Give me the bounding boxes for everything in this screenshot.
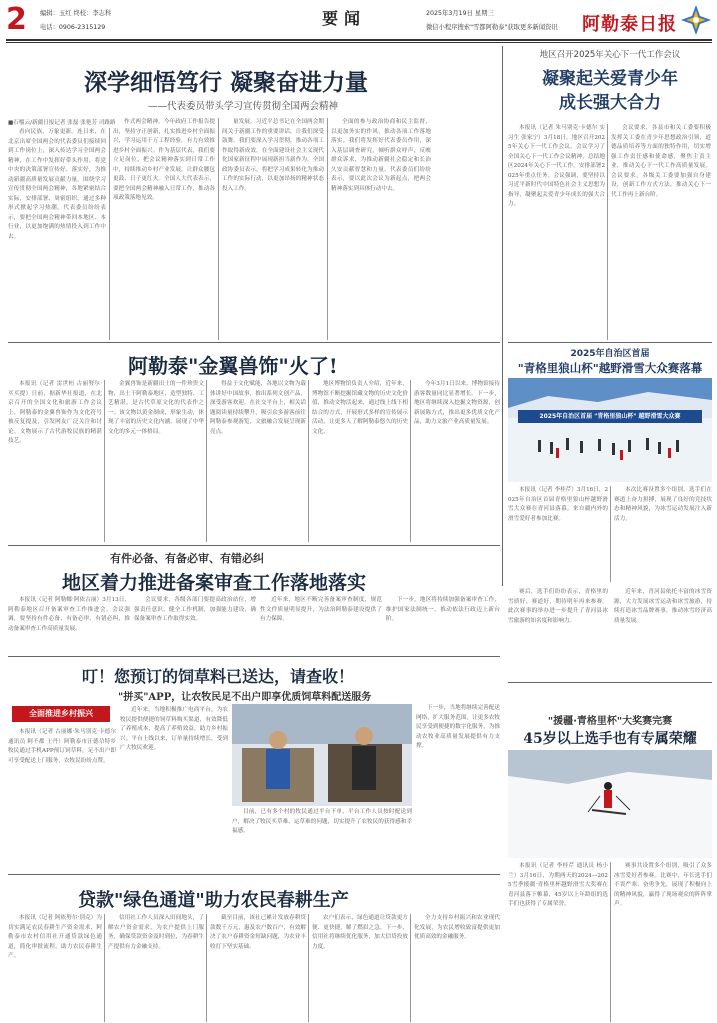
story-divider bbox=[508, 682, 712, 683]
story-divider bbox=[8, 342, 500, 343]
story3-column-4: 地区博物馆负责人介绍，近年来，博物馆不断挖掘馆藏文物的历史文化价值，推动文物活起来，通过线上线下相结合的方式，开展形式多样的宣传展示活动，让更多人了解阿勒泰悠久的历史文化。 bbox=[312, 381, 408, 435]
column-divider bbox=[610, 486, 611, 582]
story8-column-1: 本报讯（记者 阿依努尔·别克）为切实满足农民春耕生产资金需求，阿勒泰市农村信用社开通贷款绿色通道，简化审批流程，助力农民春耕生产。 bbox=[8, 915, 102, 959]
wechat-line: 微信小程序搜索"雪都阿勒泰"获取更多新闻资讯 bbox=[426, 24, 558, 31]
story1-column-4: 全面的参与政治协商和民主监督，以更加务实的作风，推动各项工作落地落实。我们将发挥好代表委员作用，深入基层调查研究，倾听群众呼声，反映群众诉求，为推动新疆社会稳定和长治久安贡献智慧和力量。代表委员们纷纷表示，要以此次会议为新起点，把两会精神落实到具体行动中去。 bbox=[331, 119, 431, 192]
story1-column-1: 看向民族，万象更新。连日来，在北京出席全国两会的代表委员们接续回到工作岗位上，深入传达学习全国两会精神，在工作中发挥好带头作用，将党中央的决策部署宣传好、落实好，为推动新疆高质量发展贡献力量。围绕学习宣传贯彻全国两会精神，各地紧密结合实际，安排部署、周密组织，通过多种形式掀起学习热潮。代表委员纷纷表示，要把全国两会精神带回本地区、本行业，以更加饱满的热情投入到工作中去。 bbox=[8, 129, 106, 240]
story3-column-2: 金翼兽饰是新疆出土的一件珍贵文物，出土于阿勒泰地区，造型独特、工艺精湛，是古代草原文化的代表作之一。该文物以黄金制成，形象生动，体现了丰富的历史文化内涵，展现了中华文化的多元一体格局。 bbox=[108, 381, 204, 435]
column-divider bbox=[327, 118, 328, 340]
story-divider bbox=[8, 874, 500, 875]
story3-column-3: 得益于文化赋能，各地以文物为载体讲好中国故事，推出系列文创产品，深受游客欢迎。在社交平台上，相关话题阅读量持续攀升，吸引众多游客前往阿勒泰参观游览，文旅融合发展呈现新亮点。 bbox=[210, 381, 306, 435]
story2-column-2: 会议要求，各县市和关工委要积极发挥关工委在青少年思想政治引领、道德品质培养等方面的独特作用，切实增强工作责任感和使命感，聚焦主责主业，推动关心下一代工作高质量发展。会议要求，各级关工委要加强自身建设，创新工作方式方法，推动关心下一代工作再上新台阶。 bbox=[611, 125, 711, 198]
story4-kicker: 2025年自治区首届 bbox=[570, 349, 650, 359]
story5-title: 地区着力推进备案审查工作落地落实 bbox=[62, 572, 367, 594]
story6-column-2: 近年来，当地积极推广电商平台，为农牧民提供便捷的饲草料购买渠道，有效降低了养殖成本，提高了养殖效益，助力乡村振兴。平台上线以来，订单量持续增长，受到广大牧民欢迎。 bbox=[120, 707, 228, 751]
column-divider bbox=[308, 914, 309, 1022]
rural-revival-tag: 全面推进乡村振兴 bbox=[12, 706, 110, 722]
story5-column-4: 下一步，地区将持续加强备案审查工作，维护国家法制统一，推动依法行政迈上新台阶。 bbox=[386, 597, 500, 622]
story2-title-line2: 成长强大合力 bbox=[559, 93, 661, 113]
story5-column-2: 会议要求，各级各部门要提高政治站位，增强责任意识，健全工作机制，加强能力建设，确保备案审查工作取得实效。 bbox=[134, 597, 256, 622]
story5-column-3: 近年来，地区不断完善备案审查制度，规范性文件质量明显提升，为法治阿勒泰建设提供了有力保障。 bbox=[260, 597, 382, 622]
skier-photo bbox=[508, 750, 712, 858]
column-divider bbox=[410, 914, 411, 1022]
column-divider bbox=[206, 380, 207, 542]
delivery-photo bbox=[232, 704, 412, 806]
story-divider bbox=[8, 656, 500, 657]
header-rule-thin bbox=[6, 42, 712, 43]
column-divider bbox=[109, 128, 110, 340]
story-divider bbox=[508, 342, 712, 343]
date-line: 2025年3月19日 星期三 bbox=[426, 10, 494, 17]
story1-column-3: 量发展。习近平总书记在全国两会期间关于新疆工作的重要讲话，让我们深受鼓舞。我们要深入学习贯彻，推动各项工作取得新成效，在全面建设社会主义现代化国家新征程中展现新担当新作为。全国政协委员表示，将把学习成果转化为推动工作的实际行动，以更加昂扬的精神状态投入工作。 bbox=[222, 119, 324, 192]
column-divider bbox=[410, 380, 411, 542]
story3-column-5: 今年3月1日以来，博物馆接待游客数量同比显著增长。下一步，地区将继续深入挖掘文物资源，创新展陈方式，推出更多优质文化产品，助力文旅产业高质量发展。 bbox=[414, 381, 500, 425]
story6-column-1: 本报讯（记者 古丽娜·朱马别克·卡德尔 通讯员 阿不都 王丹）阿勒泰市汗德尕特乡牧民通过手机APP预订饲草料，足不出户即可享受配送上门服务，农牧民纷纷点赞。 bbox=[8, 729, 116, 764]
story5-kicker: 有件必备、有备必审、有错必纠 bbox=[110, 552, 264, 565]
phone-line: 电话：0906-2315129 bbox=[40, 24, 106, 31]
ski-banner-text: 2025年自治区首届 "青格里狼山杯" 越野滑雪大众赛 bbox=[539, 413, 681, 420]
story6-title: 叮！您预订的饲草料已送达，请查收！ bbox=[82, 667, 355, 686]
story2-kicker: 地区召开2025年关心下一代工作会议 bbox=[539, 50, 681, 60]
story7-kicker: "援疆·青格里杯"大奖赛完赛 bbox=[547, 716, 673, 727]
story3-title: 阿勒泰"金翼兽饰"火了! bbox=[128, 354, 338, 378]
story4-column-4: 近年来，青河县依托丰富的冰雪资源，大力发展冰雪运动和冰雪旅游，持续打造冰雪品牌赛事，推动冰雪经济高质量发展。 bbox=[614, 589, 712, 624]
column-divider bbox=[218, 118, 219, 340]
story8-column-5: 全力支持乡村振兴和农业现代化发展，为农民增收致富提供更加优质高效的金融服务。 bbox=[414, 915, 500, 940]
story7-column-2: 赛事共设置多个组别，吸引了众多冰雪爱好者参赛。比赛中，年长选手们不畏严寒、奋勇争先，展现了积极向上的精神风貌，赢得了现场观众的阵阵掌声。 bbox=[614, 863, 712, 907]
masthead: 阿勒泰日报 bbox=[582, 14, 677, 35]
ski-race-photo bbox=[508, 378, 712, 482]
column-divider bbox=[104, 380, 105, 542]
story6-subtitle: "拼买"APP，让农牧民足不出户即享优质饲草料配送服务 bbox=[118, 692, 372, 703]
column-divider bbox=[206, 914, 207, 1022]
story4-column-3: 赛后，选手们纷纷表示，青格里的雪质好、赛道好，期待明年再来参赛。此次赛事的举办进一步提升了青河县冰雪旅游的知名度和影响力。 bbox=[508, 589, 608, 624]
story4-column-2: 本次比赛设置多个组别，选手们在赛道上奋力拼搏，展现了良好的竞技状态和精神风貌，为冰雪运动发展注入新活力。 bbox=[614, 487, 712, 522]
story7-column-1: 本报讯（记者 李桂芹 通讯员 杨小兰）3月16日，为期两天的2024—2025雪季援疆·青格里杯越野滑雪大奖赛在青河县落下帷幕，45岁以上年龄组的选手们也获得了专属荣誉。 bbox=[508, 863, 608, 907]
story2-title-line1: 凝聚起关爱青少年 bbox=[542, 69, 678, 89]
story8-column-2: 信用社工作人员深入田间地头，了解农户资金需求，为农户提供上门服务，确保贷款资金及时到位，为春耕生产提供有力金融支持。 bbox=[108, 915, 204, 950]
story8-column-4: 农户们表示，绿色通道让贷款更方便、更快捷，解了燃眉之急。下一步，信用社将继续优化服务，加大信贷投放力度。 bbox=[312, 915, 408, 950]
story6-column-4: 下一步，当地将继续完善配送网络，扩大服务范围，让更多农牧民享受到便捷的数字化服务，为推动农牧业高质量发展提供有力支撑。 bbox=[416, 705, 500, 749]
newspaper-logo-icon bbox=[680, 4, 712, 36]
story1-title: 深学细悟笃行 凝聚奋进力量 bbox=[84, 69, 369, 96]
story1-byline: ■石榴云/新疆日报记者 张磊 张艳芳 司路路 bbox=[8, 120, 116, 126]
editor-line: 编辑：玉红 终校：李志科 bbox=[40, 10, 112, 17]
story8-title: 贷款"绿色通道"助力农民春耕生产 bbox=[78, 890, 349, 911]
region-divider bbox=[502, 46, 503, 586]
column-divider bbox=[610, 862, 611, 1022]
story2-column-1: 本报讯（记者 朱马别克·卡德尔 实习生 张家宁）3月18日，地区召开2025年关心下一代工作会议。会议学习了全国关心下一代工作会议精神，总结地区2024年关心下一代工作，安排部署2025年重点任务。会议强调，要坚持以习近平新时代中国特色社会主义思想为指导，凝聚起关爱青少年成长的强大合力。 bbox=[508, 125, 605, 207]
column-divider bbox=[607, 124, 608, 340]
story-divider bbox=[8, 545, 500, 546]
page-number: 2 bbox=[6, 2, 27, 37]
story5-column-1: 本报讯（记者 阿勒娜·阿依古丽）3月13日，阿勒泰地区召开备案审查工作推进会。会议强调，要坚持有件必备、有备必审、有错必纠，推动备案审查工作高质量发展。 bbox=[8, 597, 130, 632]
story8-column-3: 截至目前，该社已累计发放春耕贷款数千万元，惠及农户数百户，有效解决了农户春耕资金短缺问题，为农业丰收打下坚实基础。 bbox=[210, 915, 306, 950]
story1-column-2: 作式两会精神。今年政府工作报告提出，坚持守正创新，扎实推进乡村全面振兴，学习运用千万工程经验，有力有效推进乡村全面振兴。作为基层代表，我们要立足岗位，把会议精神落实到日常工作中，持续推动乡村产业发展，让群众腰包更鼓、日子更红火。全国人大代表表示，要把全国两会精神融入日常工作，推动各项政策落地见效。 bbox=[113, 119, 215, 201]
column-divider bbox=[104, 914, 105, 1022]
story3-column-1: 本报讯（记者 雷世桓 古丽努尔·买买提）日前，据新华社报道，在北京召开的全国文化和旅游工作会议上，阿勒泰的金翼兽饰作为文化符号被反复提及，引发网友广泛关注和讨论。文物展示了古代游牧民族的精湛技艺。 bbox=[8, 381, 102, 444]
section-title: 要闻 bbox=[322, 9, 367, 28]
story6-column-3: 目前，已有多个村的牧民通过平台下单，平台工作人员按时配送到户，解决了牧民买草难、运草难的问题，切实提升了农牧民的获得感和幸福感。 bbox=[232, 809, 412, 834]
header-rule bbox=[6, 39, 712, 41]
column-divider bbox=[308, 380, 309, 542]
story4-title: "青格里狼山杯"越野滑雪大众赛落幕 bbox=[517, 361, 703, 375]
story4-column-1: 本报讯（记者 李桂芹）3月16日，2025年自治区首届青格里狼山杯越野滑雪大众赛在青河县落幕。来自疆内外的滑雪爱好者参加比赛。 bbox=[508, 487, 608, 522]
story1-subtitle: ——代表委员带头学习宣传贯彻全国两会精神 bbox=[148, 101, 339, 112]
story7-title: 45岁以上选手也有专属荣耀 bbox=[523, 731, 697, 747]
